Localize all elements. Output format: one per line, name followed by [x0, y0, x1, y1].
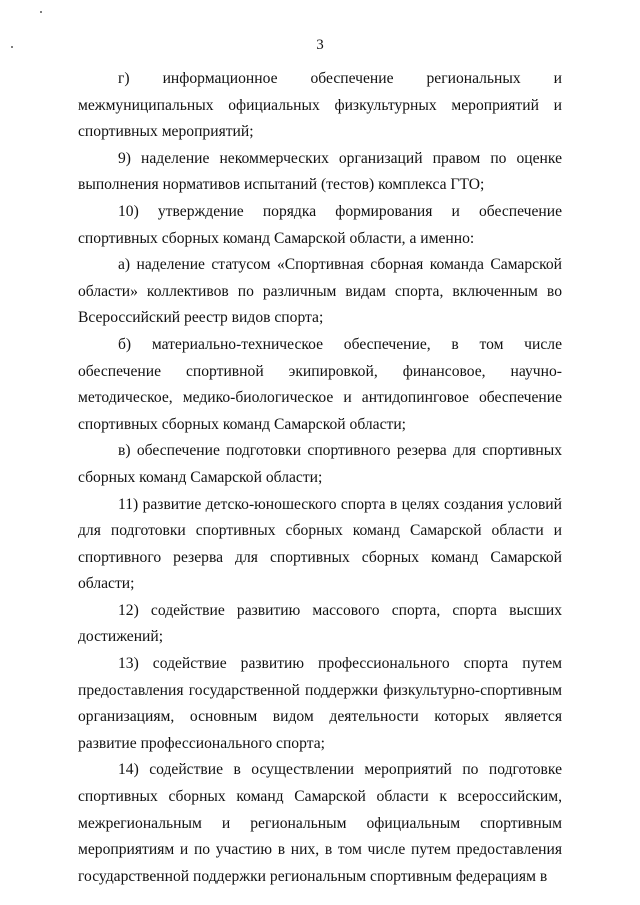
paragraph-13-professional-sport: 13) содействие развитию профессионального спорта путем предоставления государственной поддержки физкультурно-спортивным организациям, основным видом деятельности которых является развитие профессионального спорта;	[78, 655, 562, 752]
paragraph-14-team-preparation: 14) содействие в осуществлении мероприятий по подготовке спортивных сборных команд Самарской области к всероссийским, межрегиональным и региональным официальным спортивным мероприятиям и по участию в них, в том числе путем предоставления государственной поддержки региональным спортивным федерациям в	[78, 761, 562, 885]
paragraph-v-reserve-training: в) обеспечение подготовки спортивного резерва для спортивных сборных команд Самарской области;	[78, 442, 562, 486]
paragraph-g-information-support: г) информационное обеспечение региональных и межмуниципальных официальных физкультурных мероприятий и спортивных мероприятий;	[78, 70, 562, 141]
document-body	[78, 66, 562, 890]
scan-speck-top	[40, 11, 42, 13]
paragraph-11-youth-sport: 11) развитие детско-юношеского спорта в целях создания условий для подготовки спортивных сборных команд Самарской области и спортивного резерва для спортивных сборных команд Самарской области;	[78, 495, 562, 593]
paragraph-b-material-support: б) материально-техническое обеспечение, в том числе обеспечение спортивной экипировкой, финансовое, научно-методическое, медико-биологическое и антидопинговое обеспечение спортивных сборных команд Самарской области;	[78, 335, 562, 433]
paragraph-a-team-status: а) наделение статусом «Спортивная сборная команда Самарской области» коллективов по различным видам спорта, включенным во Всероссийский реестр видов спорта;	[78, 256, 562, 327]
paragraph-10-team-formation: 10) утверждение порядка формирования и обеспечение спортивных сборных команд Самарской области, а именно:	[78, 202, 562, 247]
paragraph-9-gto-assessment: 9) наделение некоммерческих организаций правом по оценке выполнения нормативов испытаний (тестов) комплекса ГТО;	[78, 149, 562, 194]
page-number: 3	[316, 37, 324, 53]
paragraph-12-mass-sport: 12) содействие развитию массового спорта, спорта высших достижений;	[78, 601, 562, 646]
